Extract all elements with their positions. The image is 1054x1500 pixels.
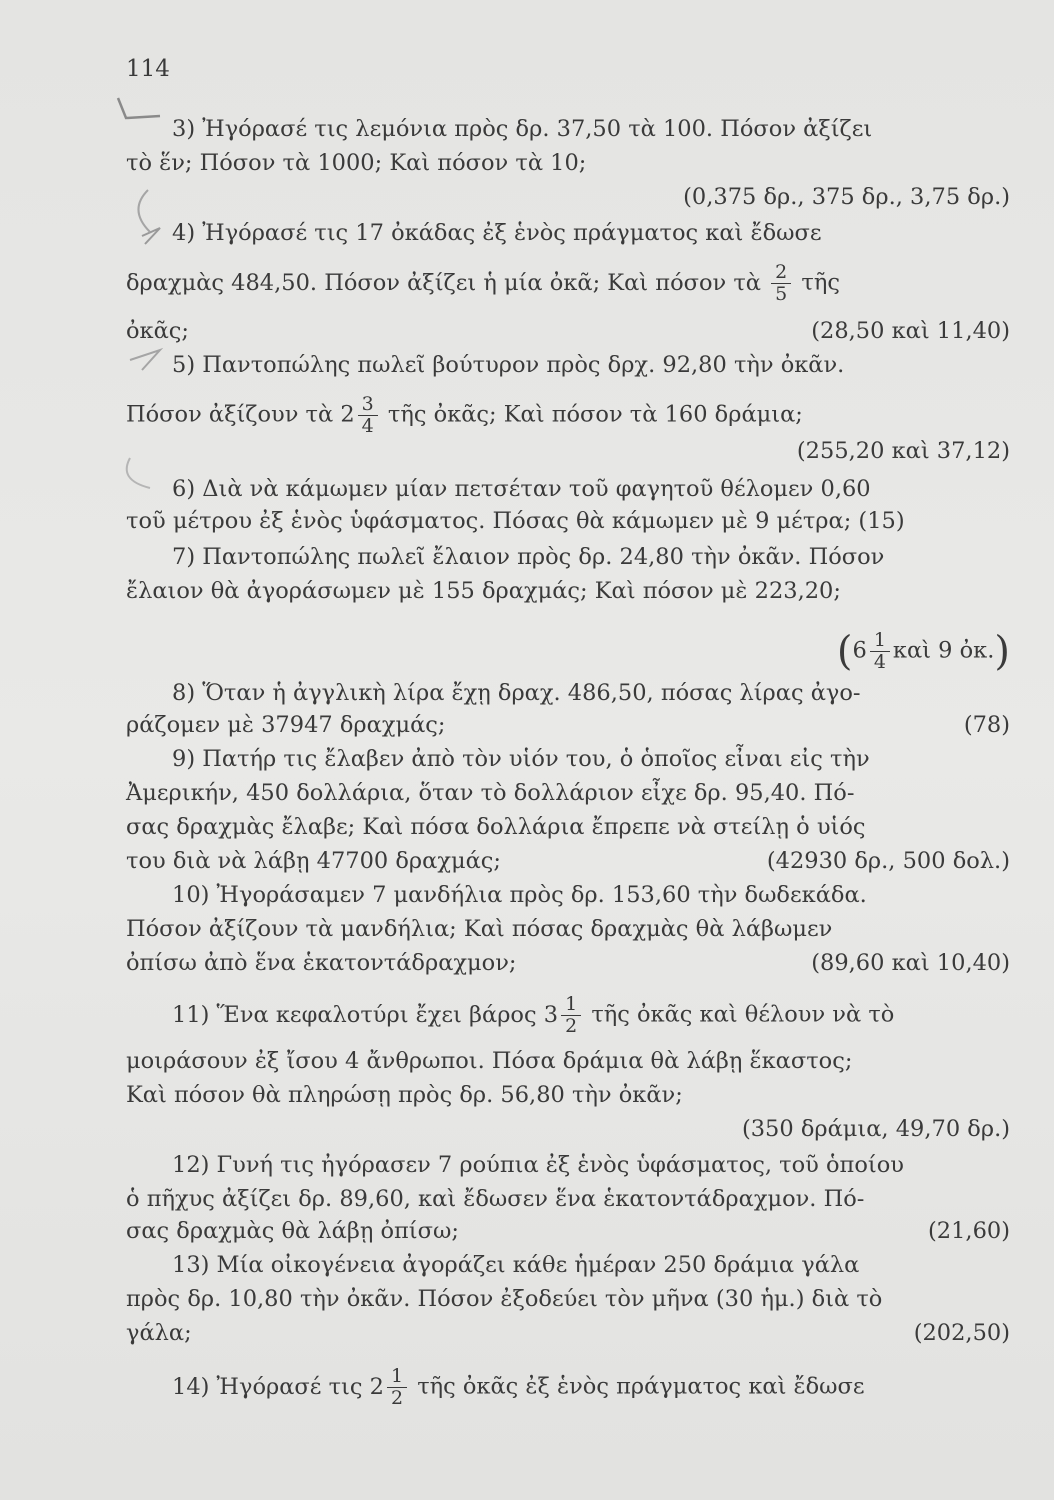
text-line: Πόσον ἀξίζουν τὰ μανδήλια; Καὶ πόσας δραχμὰς θὰ λάβωμεν xyxy=(126,916,833,942)
text-line: 10) Ἠγοράσαμεν 7 μανδήλια πρὸς δρ. 153,60 τὴν δωδεκάδα. xyxy=(172,882,867,908)
text-line: ράζομεν μὲ 37947 δραχμάς; (78) xyxy=(126,712,1010,738)
text-line: ὁ πῆχυς ἀξίζει δρ. 89,60, καὶ ἔδωσεν ἕνα ἑκατοντάδραχμον. Πό- xyxy=(126,1186,865,1212)
text-line: δραχμὰς 484,50. Πόσον ἀξίζει ἡ μία ὀκᾶ; Καὶ πόσον τὰ $\frac{2}{5}$ τῆς xyxy=(126,261,840,305)
text-line: 5) Παντοπώλης πωλεῖ βούτυρον πρὸς δρχ. 92,80 τὴν ὀκᾶν. xyxy=(172,352,845,378)
text-line: σας δραχμὰς ἔλαβε; Καὶ πόσα δολλάρια ἔπρεπε νὰ στείλῃ ὁ υἱός xyxy=(126,814,866,840)
text-line: Καὶ πόσον θὰ πληρώσῃ πρὸς δρ. 56,80 τὴν ὀκᾶν; xyxy=(126,1082,683,1108)
text-line: τὸ ἕν; Πόσον τὰ 1000; Καὶ πόσον τὰ 10; xyxy=(126,150,587,176)
text-line: Πόσον ἀξίζουν τὰ 2 $\frac{3}{4}$ τῆς ὀκᾶς; Καὶ πόσον τὰ 160 δράμια; xyxy=(126,393,803,437)
fraction: $\frac{2}{5}$ xyxy=(771,262,791,305)
text-line: 7) Παντοπώλης πωλεῖ ἔλαιον πρὸς δρ. 24,80 τὴν ὀκᾶν. Πόσον xyxy=(172,544,885,570)
text-line: 13) Μία οἰκογένεια ἀγοράζει κάθε ἡμέραν 250 δράμια γάλα xyxy=(172,1252,860,1278)
text-line: 9) Πατήρ τις ἔλαβεν ἀπὸ τὸν υἱόν του, ὁ ὁποῖος εἶναι εἰς τὴν xyxy=(172,746,870,772)
text-line: 4) Ἠγόρασέ τις 17 ὀκάδας ἐξ ἑνὸς πράγματος καὶ ἔδωσε xyxy=(172,220,822,246)
text-line: 3) Ἠγόρασέ τις λεμόνια πρὸς δρ. 37,50 τὰ 100. Πόσον ἀξίζει xyxy=(172,116,873,142)
text-line: 14) Ἠγόρασέ τις 2 $\frac{1}{2}$ τῆς ὀκᾶς ἐξ ἑνὸς πράγματος καὶ ἔδωσε xyxy=(172,1365,865,1409)
text-line: 11) Ἕνα κεφαλοτύρι ἔχει βάρος 3 $\frac{1}{2}$ τῆς ὀκᾶς καὶ θέλουν νὰ τὸ xyxy=(172,993,895,1037)
text-line: μοιράσουν ἐξ ἴσου 4 ἄνθρωποι. Πόσα δράμια θὰ λάβῃ ἕκαστος; xyxy=(126,1048,853,1074)
text-line: ὀπίσω ἀπὸ ἕνα ἑκατοντάδραχμον; (89,60 καὶ 10,40) xyxy=(126,950,1010,976)
text-line: ὀκᾶς; (28,50 καὶ 11,40) xyxy=(126,318,1010,344)
text-line: τοῦ μέτρου ἐξ ἑνὸς ὑφάσματος. Πόσας θὰ κάμωμεν μὲ 9 μέτρα; (15) xyxy=(126,508,905,534)
page-number: 114 xyxy=(126,56,170,82)
text-line: 6) Διὰ νὰ κάμωμεν μίαν πετσέταν τοῦ φαγητοῦ θέλομεν 0,60 xyxy=(172,476,871,502)
fraction: $\frac{1}{4}$ xyxy=(870,630,890,673)
fraction: $\frac{1}{2}$ xyxy=(561,994,581,1037)
fraction: $\frac{1}{2}$ xyxy=(387,1366,407,1409)
text-line: σας δραχμὰς θὰ λάβῃ ὀπίσω; (21,60) xyxy=(126,1218,1010,1244)
text-line: γάλα; (202,50) xyxy=(126,1320,1010,1346)
text-line: του διὰ νὰ λάβῃ 47700 δραχμάς; (42930 δρ., 500 δολ.) xyxy=(126,848,1010,874)
text-line: 8) Ὅταν ἡ ἀγγλικὴ λίρα ἔχῃ δραχ. 486,50, πόσας λίρας ἀγο- xyxy=(172,680,861,706)
book-page: 114 3) Ἠγόρασέ τις λεμόνια πρὸς δρ. 37,50 τὰ 100. Πόσον ἀξίζει τὸ ἕν; Πόσον τὰ 1000; Καὶ πόσον τὰ 10; (0,375 δρ., 375 δρ., 3,75 δρ.) 4) Ἠγόρασέ τις 17 ὀκάδας ἐξ ἑνὸς πράγματος καὶ ἔδωσε δραχμὰς 484,50. Πόσον ἀξίζει ἡ μία ὀκᾶ; Καὶ πόσον τὰ $\frac{2}{5}$ τῆς ὀκᾶς; (28,50 καὶ 11,40) 5) Παντοπώλης πωλεῖ βούτυρον πρὸς δρχ. 92,80 τὴν ὀκᾶν. Πόσον ἀξίζουν τὰ 2 $\frac{3}{4}$ τῆς ὀκᾶς; Καὶ πόσον τὰ 160 δράμια; (255,20 καὶ 37,12) 6) Διὰ νὰ κάμωμεν μίαν πετσέταν τοῦ φαγητοῦ θέλομεν 0,60 τοῦ μέτρου ἐξ ἑνὸς ὑφάσματος. Πόσας θὰ κάμωμεν μὲ 9 μέτρα; (15) 7) Παντοπώλης πωλεῖ ἔλαιον πρὸς δρ. 24,80 τὴν ὀκᾶν. Πόσον ἔλαιον θὰ ἀγοράσωμεν μὲ 155 δραχμάς; Καὶ πόσον μὲ 223,20; (6 $\frac{1}{4}$ καὶ 9 ὀκ.) 8) Ὅταν ἡ ἀγγλικὴ λίρα ἔχῃ δραχ. 486,50, πόσας λίρας ἀγο- ράζομεν μὲ 37947 δραχμάς; (78) 9) Πατήρ τις ἔλαβεν ἀπὸ τὸν υἱόν του, ὁ ὁποῖος εἶναι εἰς τὴν Ἀμερικήν, 450 δολλάρια, ὅταν τὸ δολλάριον εἶχε δρ. 95,40. Πό- σας δραχμὰς ἔλαβε; Καὶ πόσα δολλάρια ἔπρεπε νὰ στείλῃ ὁ υἱός του διὰ νὰ λάβῃ 47700 δραχμάς; (42930 δρ., 500 δολ.) 10) Ἠγοράσαμεν 7 μανδήλια πρὸς δρ. 153,60 τὴν δωδεκάδα. Πόσον ἀξίζουν τὰ μανδήλια; Καὶ πόσας δραχμὰς θὰ λάβωμεν ὀπίσω ἀπὸ ἕνα ἑκατοντάδραχμον; (89,60 καὶ 10,40) 11) Ἕνα κεφαλοτύρι ἔχει βάρος 3 $\frac{1}{2}$ τῆς ὀκᾶς καὶ θέλουν νὰ τὸ μοιράσουν ἐξ ἴσου 4 ἄνθρωποι. Πόσα δράμια θὰ λάβῃ ἕκαστος; Καὶ πόσον θὰ πληρώσῃ πρὸς δρ. 56,80 τὴν ὀκᾶν; (350 δράμια, 49,70 δρ.) 12) Γυνή τις ἠγόρασεν 7 ρούπια ἐξ ἑνὸς ὑφάσματος, τοῦ ὁποίου ὁ πῆχυς ἀξίζει δρ. 89,60, καὶ ἔδωσεν ἕνα ἑκατοντάδραχμον. Πό- σας δραχμὰς θὰ λάβῃ ὀπίσω; (21,60) 13) Μία οἰκογένεια ἀγοράζει κάθε ἡμέραν 250 δράμια γάλα πρὸς δρ. 10,80 τὴν ὀκᾶν. Πόσον ἐξοδεύει τὸν μῆνα (30 ἡμ.) διὰ τὸ γάλα; (202,50) 14) Ἠγόρασέ τις 2 $\frac{1}{2}$ τῆς ὀκᾶς ἐξ ἑνὸς πράγματος καὶ ἔδωσε xyxy=(0,0,1054,1500)
text-line: ἔλαιον θὰ ἀγοράσωμεν μὲ 155 δραχμάς; Καὶ πόσον μὲ 223,20; xyxy=(126,578,841,604)
fraction: $\frac{3}{4}$ xyxy=(358,394,378,437)
text-line: 12) Γυνή τις ἠγόρασεν 7 ρούπια ἐξ ἑνὸς ὑφάσματος, τοῦ ὁποίου xyxy=(172,1152,904,1178)
text-line: πρὸς δρ. 10,80 τὴν ὀκᾶν. Πόσον ἐξοδεύει τὸν μῆνα (30 ἡμ.) διὰ τὸ xyxy=(126,1286,883,1312)
text-line: Ἀμερικήν, 450 δολλάρια, ὅταν τὸ δολλάριον εἶχε δρ. 95,40. Πό- xyxy=(126,780,855,806)
